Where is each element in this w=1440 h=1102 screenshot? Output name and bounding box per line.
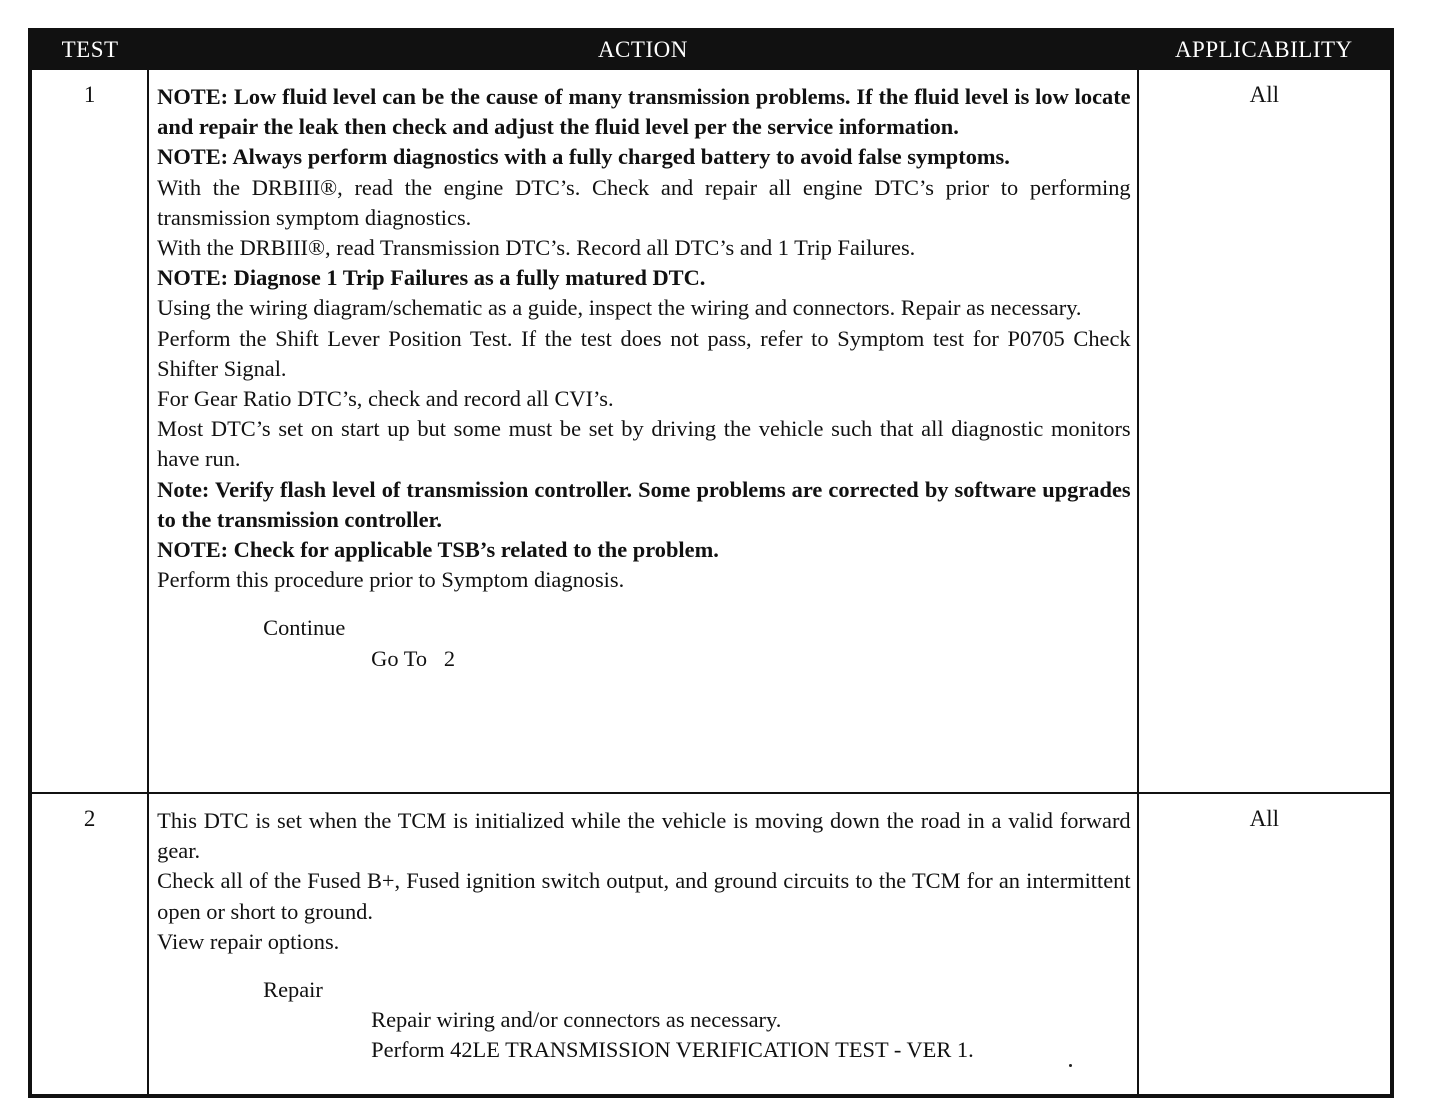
scan-speck [1069, 1064, 1072, 1067]
option-line: Perform 42LE TRANSMISSION VERIFICATION TEST - VER 1. [371, 1037, 974, 1063]
action-paragraph: NOTE: Low fluid level can be the cause of many transmission problems. If the fluid level is low locate and repair the leak then check and adjust the fluid level per the service information. [157, 84, 1131, 140]
action-cell [148, 69, 1137, 793]
action-paragraph: NOTE: Diagnose 1 Trip Failures as a fully matured DTC. [157, 265, 706, 291]
table-row-test-1 [30, 69, 1392, 793]
action-cell [148, 793, 1137, 1096]
action-paragraph: For Gear Ratio DTC’s, check and record all CVI’s. [157, 386, 614, 412]
action-paragraph: NOTE: Always perform diagnostics with a fully charged battery to avoid false symptoms. [157, 144, 1010, 170]
action-paragraph: With the DRBIII®, read Transmission DTC’s. Record all DTC’s and 1 Trip Failures. [157, 235, 916, 261]
action-paragraph: Perform the Shift Lever Position Test. If the test does not pass, refer to Symptom test for P0705 Check Shifter Signal. [157, 325, 1131, 381]
test-number: 2 [30, 793, 148, 1096]
diagnostic-test-table [28, 28, 1394, 1098]
header-test: TEST [30, 30, 148, 69]
action-paragraph: Note: Verify flash level of transmission controller. Some problems are corrected by software upgrades to the transmission controller. [157, 476, 1131, 532]
action-paragraph: Perform this procedure prior to Symptom diagnosis. [157, 567, 625, 593]
header-applicability: APPLICABILITY [1138, 30, 1392, 69]
option-label: Repair [263, 977, 323, 1003]
action-paragraph: Check all of the Fused B+, Fused ignition switch output, and ground circuits to the TCM for an intermittent open or short to ground. [157, 868, 1131, 924]
action-paragraph: View repair options. [157, 928, 340, 954]
action-paragraph: This DTC is set when the TCM is initialized while the vehicle is moving down the road in a valid forward gear. [157, 808, 1131, 864]
applicability-value: All [1138, 793, 1392, 1096]
option-goto: Go To 2 [371, 645, 456, 671]
table-header-row [30, 30, 1392, 69]
table-row-test-2 [30, 793, 1392, 1096]
action-paragraph: NOTE: Check for applicable TSB’s related to the problem. [157, 537, 719, 563]
test-number: 1 [30, 69, 148, 793]
action-paragraph: Most DTC’s set on start up but some must be set by driving the vehicle such that all diagnostic monitors have run. [157, 416, 1131, 472]
option-label: Continue [263, 615, 346, 641]
action-paragraph: Using the wiring diagram/schematic as a guide, inspect the wiring and connectors. Repair as necessary. [157, 295, 1082, 321]
action-paragraph: With the DRBIII®, read the engine DTC’s. Check and repair all engine DTC’s prior to performing transmission symptom diagnostics. [157, 174, 1131, 230]
option-line: Repair wiring and/or connectors as necessary. [371, 1007, 782, 1033]
header-action: ACTION [148, 30, 1137, 69]
applicability-value: All [1138, 69, 1392, 793]
